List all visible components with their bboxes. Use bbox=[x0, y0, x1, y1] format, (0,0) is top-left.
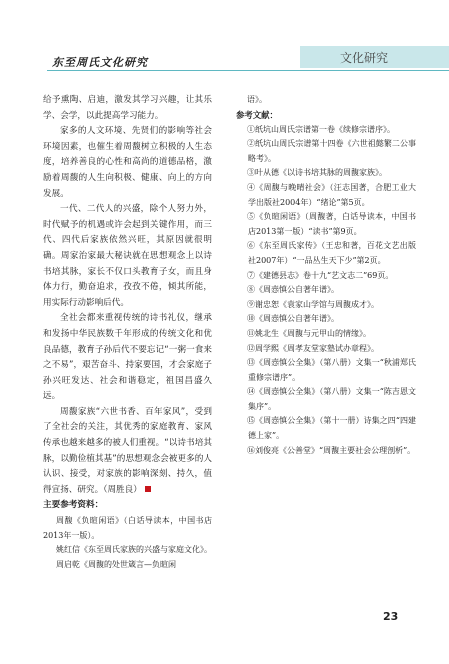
reference-item: ⑤《负暄闲语》（周馥著，白话导读本，中国书店2013第一版）“读书”第9页。 bbox=[247, 212, 416, 236]
reference-item: 周馥《负暄闲语》（白话导读本，中国书店2013年一版）。 bbox=[43, 516, 212, 540]
paragraph-with-end-mark bbox=[43, 405, 212, 499]
continuation-text: 语》。 bbox=[247, 95, 267, 104]
reference-item: ⑧《周悫慎公自著年谱》。 bbox=[247, 285, 339, 295]
paragraph: 给予熏陶、启迪，激发其学习兴趣，让其乐学、会学，以此提高学习能力。 bbox=[43, 95, 212, 121]
reference-item: 周启乾《周馥的处世箴言—负暄闲 bbox=[56, 559, 176, 569]
header-logo: 东至周氏文化研究 bbox=[52, 56, 148, 69]
right-column bbox=[236, 93, 416, 458]
refs-title: 参考文献： bbox=[236, 109, 278, 120]
paragraph: 家多的人文环境、先贤们的影响等社会环境因素，也催生着周馥树立积极的人生态度，培养善良的心性和高尚的道德品格，激励着周馥的人生向积极、健康、向上的方向发展。 bbox=[43, 126, 212, 199]
left-column bbox=[43, 93, 212, 572]
reference-item: ⑯刘俊亮《公善堂》“周馥主要社会公理剖析”。 bbox=[247, 445, 416, 455]
page-number: 23 bbox=[383, 610, 399, 623]
reference-item: ⑬《周悫慎公全集》（第八册）文集一“秋浦郑氏重修宗谱序”。 bbox=[247, 358, 416, 382]
reference-item: ⑮《周悫慎公全集》（第十一册）诗集之四“四建德上家”。 bbox=[247, 416, 416, 441]
reference-item: ⑫周学熙《周孝友堂家塾试办章程》。 bbox=[247, 343, 379, 353]
reference-item: ④《周馥与晚晴社会》（汪志国著，合肥工业大学出版社2004年）“绪论”第5页。 bbox=[247, 182, 416, 207]
paragraph: 全社会都来重视传统的诗书礼仪，继承和发扬中华民族数千年形成的传统文化和优良品德，教育子孙后代不要忘记“一粥一食来之不易”，艰苦奋斗、持家要国，才会家庭子孙兴旺发达、社会和谐稳定，祖国昌盛久远。 bbox=[43, 313, 212, 402]
reference-item: ⑥《东至周氏家传》（王忠和著，百花文艺出版社2007年）“一品丛生天下少”第2页。 bbox=[247, 241, 416, 265]
end-mark bbox=[145, 486, 151, 492]
reference-item: ⑭《周悫慎公全集》（第八册）文集一“陈吉恩文集序”。 bbox=[247, 387, 416, 411]
page-header bbox=[0, 46, 449, 76]
reference-item: ⑨谢忠恕《袁家山学馆与周馥成才》。 bbox=[247, 299, 379, 309]
refs-title: 主要参考资料： bbox=[43, 500, 104, 511]
reference-item: ①纸坑山周氏宗谱第一卷《续修宗谱序》。 bbox=[247, 124, 395, 134]
reference-item: ⑦《建德县志》卷十九“艺文志二”69页。 bbox=[247, 270, 394, 280]
reference-item: ⑩《周悫慎公自著年谱》。 bbox=[247, 314, 339, 324]
reference-item: ③叶从德《以诗书培其脉的周馥家族》。 bbox=[247, 168, 387, 178]
reference-item: ②纸坑山周氏宗谱第十四卷《六世祖懿繁二公事略考》。 bbox=[247, 139, 416, 163]
reference-item: 姚红信《东至周氏家族的兴盛与家庭文化》。 bbox=[56, 545, 212, 555]
section-title: 文化研究 bbox=[340, 51, 389, 65]
reference-item: ⑪姚北生《周馥与元甲山的情缘》。 bbox=[247, 328, 371, 338]
header-rule bbox=[47, 70, 449, 71]
paragraph: 周馥家族“六世书香、百年家风”，受到了全社会的关注，其优秀的家庭教育、家风传承也越来越多的被人们重视。“以诗书培其脉，以勤俭植其基”的思想观念会被更多的人认识、接受，对家族的影响深刻、持久，值得宣扬、研究。（周胜良） bbox=[43, 406, 212, 495]
paragraph: 一代、二代人的兴盛，除个人努力外，时代赋予的机遇或许会起到关键作用，而三代、四代后家族依然兴旺，其原因就很明确。周家治家最大秘诀就在思想观念上以诗书培其脉，家长不仅口头教育子女，而且身体力行，勤奋追求，孜孜不倦，倾其所能，用实际行动影响后代。 bbox=[43, 204, 212, 308]
